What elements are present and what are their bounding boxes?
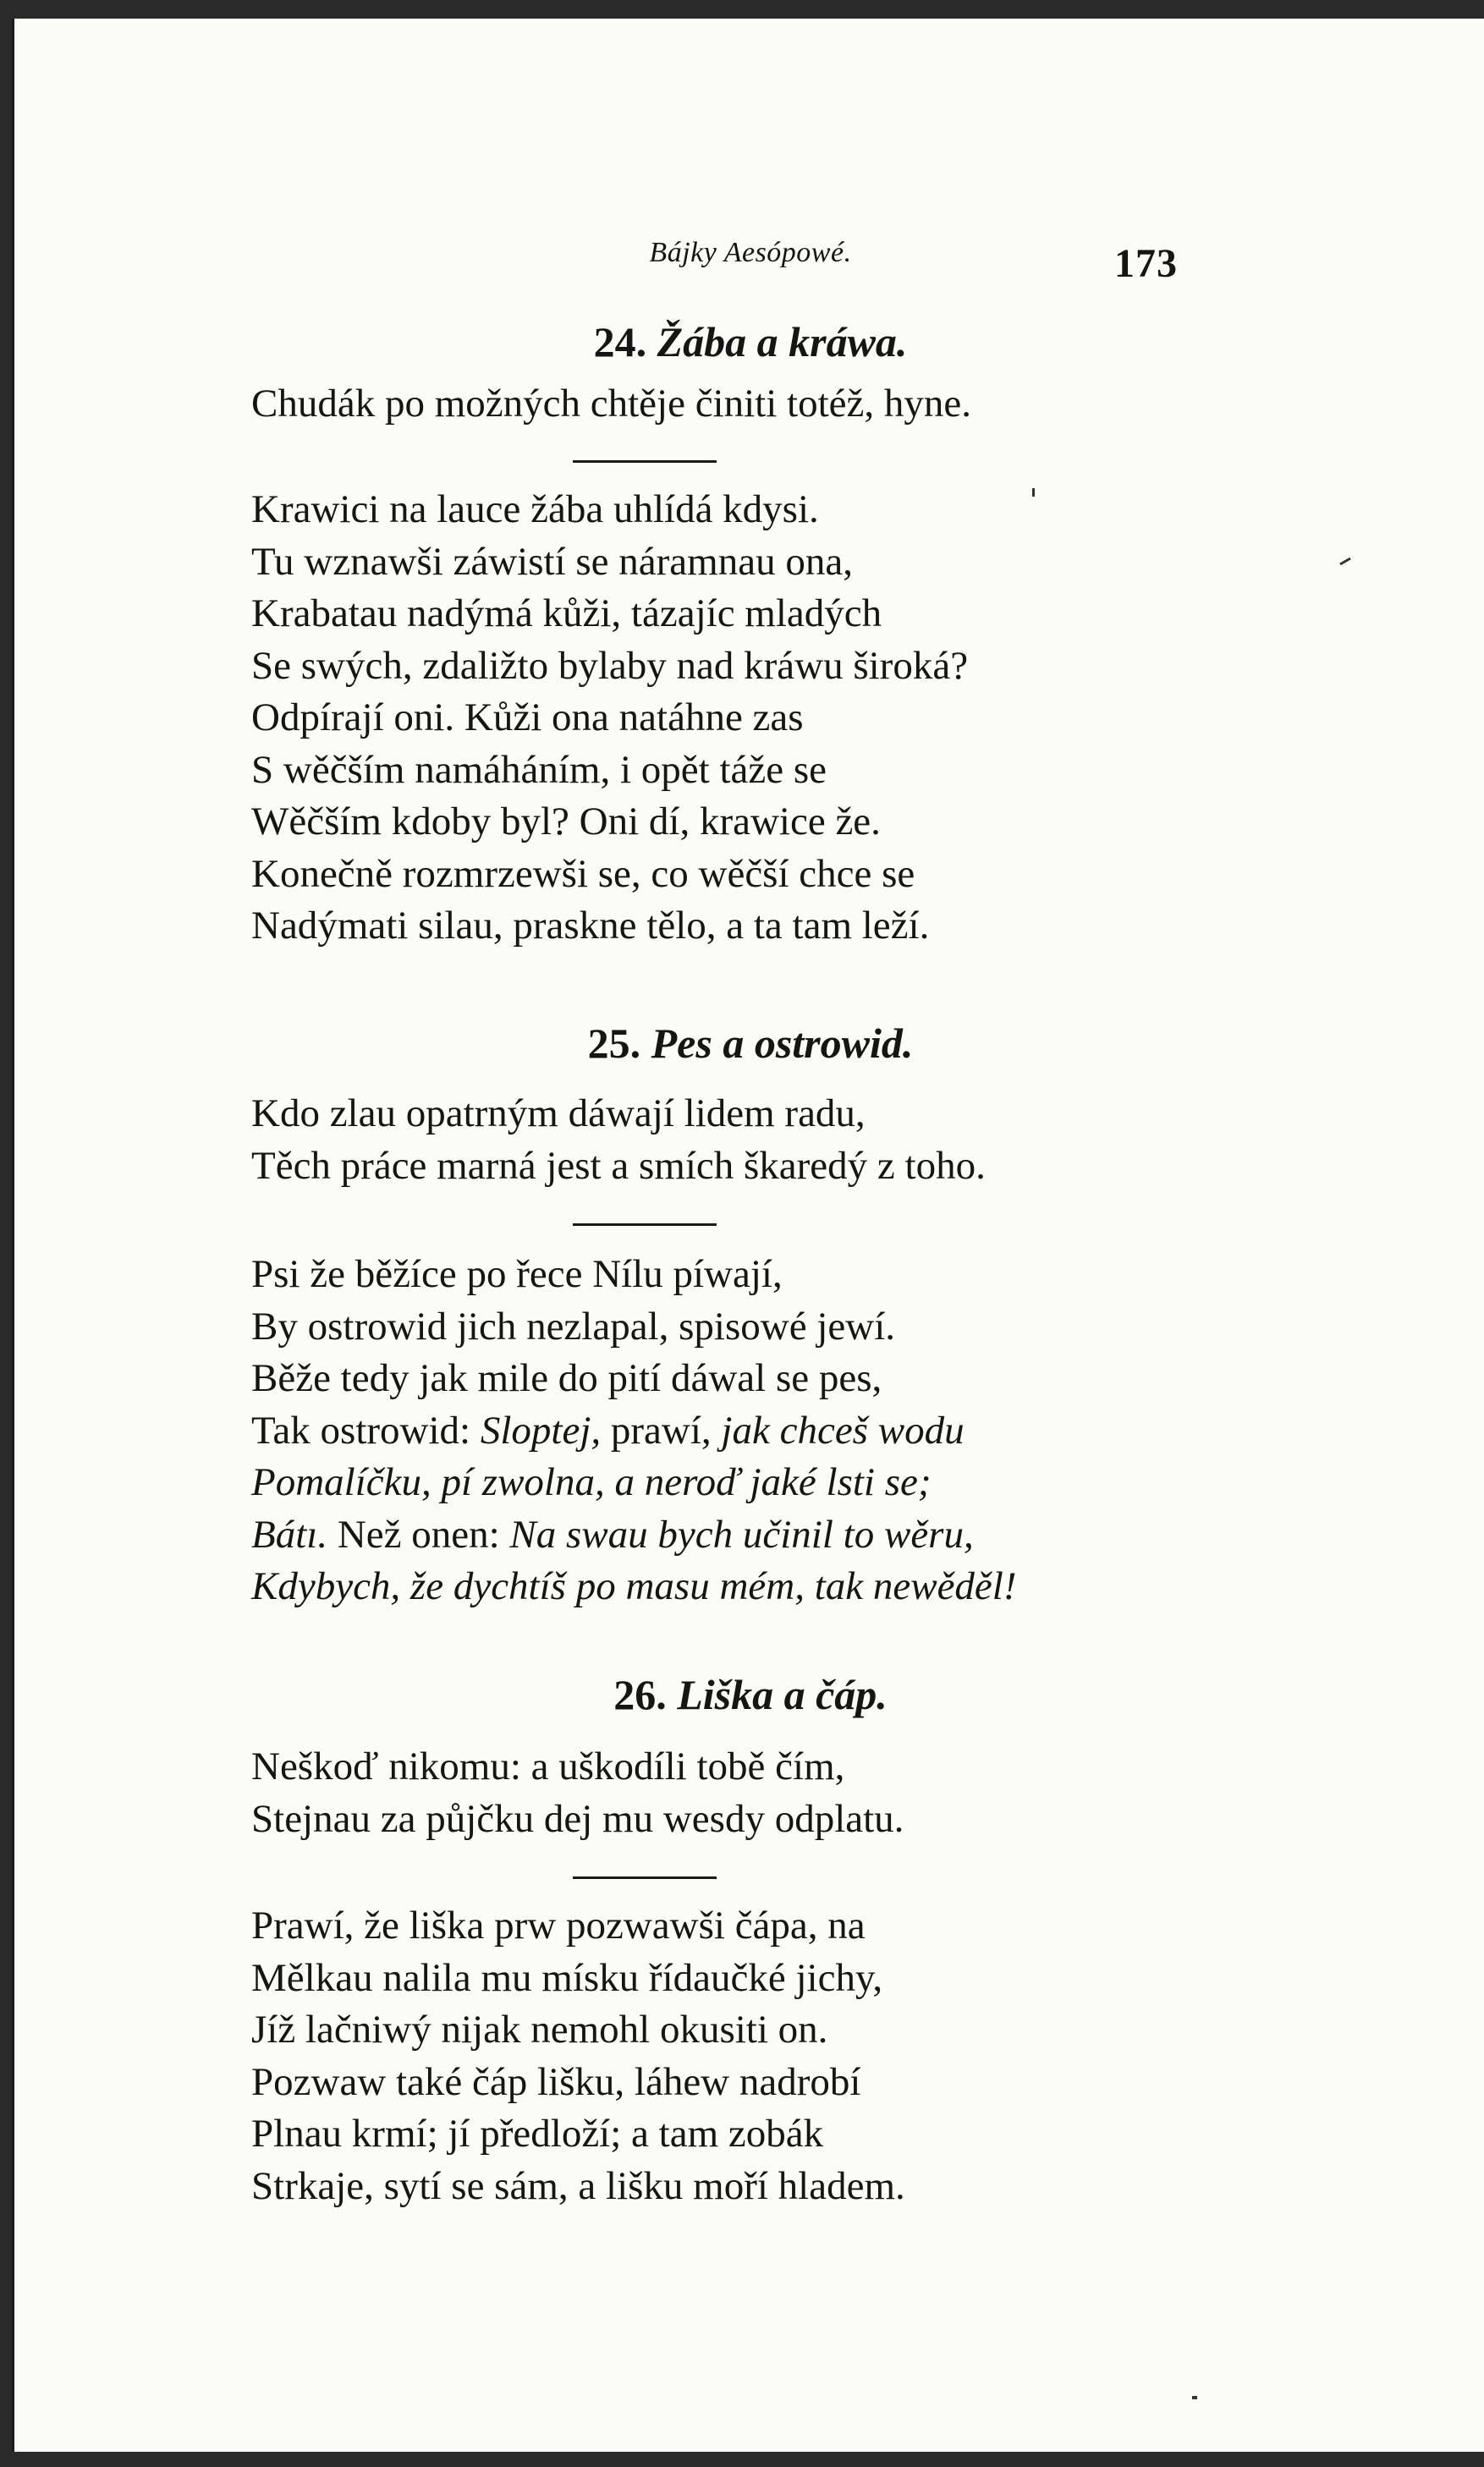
verse-line: Krawici na lauce žába uhlídá kdysi. [251,487,819,531]
italic-run: Kdybych, že dychtíš po masu mém, tak newěděl! [251,1564,1017,1608]
verse-line [251,1561,1199,1613]
fable-name: Liška a čáp. [677,1671,888,1718]
verse-line: Krabatau nadýmá kůži, tázajíc mladých [251,591,882,635]
fable-24-title [14,317,1484,366]
verse-line: Jíž lačniwý nijak nemohl okusiti on. [251,2008,828,2052]
italic-run: jak chceš wodu [721,1408,965,1453]
verse-line: Mělkau nalila mu mísku řídaučké jichy, [251,1955,883,2000]
verse-line: Odpírají oni. Kůži ona natáhne zas [251,695,804,739]
fable-25-moral [251,1088,1199,1192]
text-run: Než onen: [327,1512,510,1557]
fable-26-title [14,1670,1484,1719]
running-head: Bájky Aesópowé. [649,237,852,268]
section-divider [573,460,717,463]
text-run: By ostrowid jich nezlapal, spisowé jewí. [251,1304,895,1349]
moral-line: Chudák po možných chtěje činiti totéž, hyne. [251,382,971,426]
verse-line: S wěčším namáháním, i opět táže se [251,747,827,792]
italic-run: Pomalíčku, pí zwolna, a neroď jaké lsti se; [251,1460,932,1504]
moral-line: Těch práce marná jest a smích škaredý z toho. [251,1143,986,1188]
verse-line [251,1353,1199,1405]
fable-24-verses [251,484,1199,953]
book-page [12,19,1484,2452]
fable-26-verses [251,1900,1199,2212]
text-run: Tak ostrowid: [251,1408,481,1453]
section-divider [573,1876,717,1879]
text-run: Psi že běžíce po řece Nílu píwají, [251,1252,783,1296]
text-run: Běže tedy jak mile do pití dáwal se pes, [251,1356,882,1400]
verse-line [251,1405,1199,1458]
fable-name: Žába a kráwa. [657,318,908,365]
verse-line: Tu wznawši záwistí se náramnau ona, [251,539,853,584]
verse-line: Wěčším kdoby byl? Oni dí, krawice že. [251,799,881,843]
fable-name: Pes a ostrowid. [651,1019,914,1067]
verse-line [251,1301,1199,1354]
italic-run: Bátı. [251,1512,328,1557]
scan-speck [1032,488,1035,497]
verse-line: Nadýmati silau, praskne tělo, a ta tam leží. [251,904,930,948]
italic-run: Na swau bych učinil to wěru, [509,1512,974,1557]
fable-24-moral [251,378,1199,431]
italic-run: Sloptej, [480,1408,602,1453]
verse-line [251,1249,1199,1301]
fable-25-title [14,1019,1484,1068]
scan-speck [1192,2396,1197,2399]
fable-26-moral [251,1741,1199,1845]
fable-25-verses [251,1249,1199,1613]
verse-line: Pozwaw také čáp lišku, láhew nadrobí [251,2059,861,2104]
fable-number: 25. [587,1019,641,1067]
moral-line: Neškoď nikomu: a uškodíli tobě čím, [251,1744,845,1788]
verse-line [251,1457,1199,1509]
scan-speck [1339,558,1351,566]
verse-line [251,1509,1199,1562]
page-number: 173 [1114,241,1178,286]
verse-line: Strkaje, sytí se sám, a lišku moří hladem. [251,2163,905,2208]
moral-line: Kdo zlau opatrným dáwají lidem radu, [251,1091,866,1135]
verse-line: Prawí, že liška prw pozwawši čápa, na [251,1904,866,1948]
fable-number: 26. [613,1671,667,1718]
section-divider [573,1223,717,1226]
verse-line: Konečně rozmrzewši se, co wěčší chce se [251,851,915,896]
verse-line: Se swých, zdaližto bylaby nad kráwu široká? [251,643,969,688]
fable-number: 24. [593,318,647,365]
verse-line: Plnau krmí; jí předloží; a tam zobák [251,2112,824,2156]
moral-line: Stejnau za půjčku dej mu wesdy odplatu. [251,1796,904,1841]
text-run: prawí, [601,1408,722,1453]
